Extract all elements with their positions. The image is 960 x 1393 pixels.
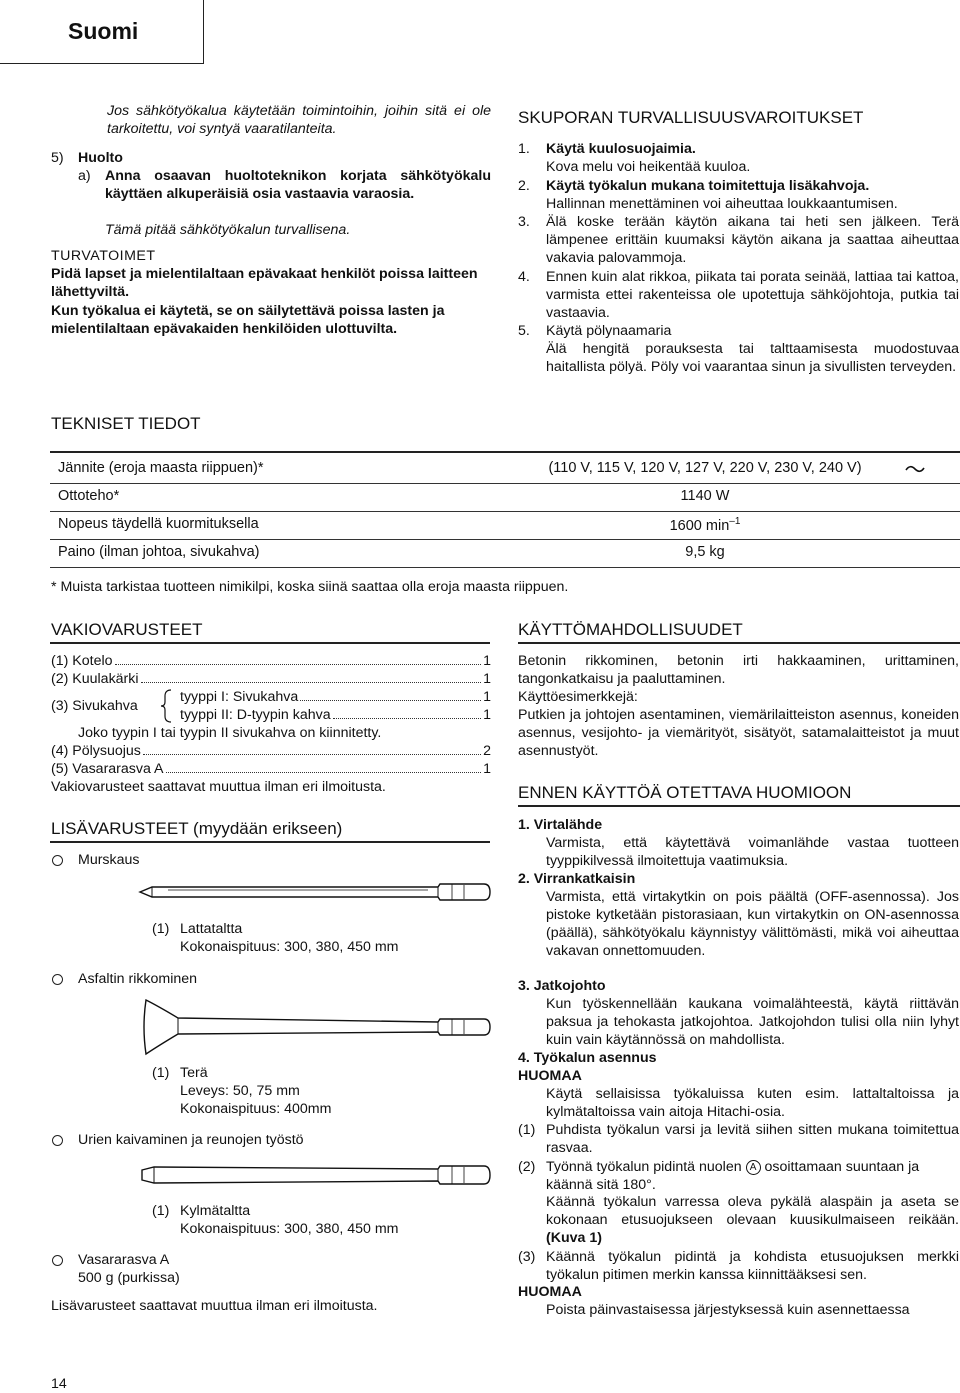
grooving-label: Urien kaivaminen ja reunojen työstö [78, 1132, 304, 1148]
step-1-number: (1) [518, 1122, 536, 1138]
note-label-2: HUOMAA [518, 1284, 582, 1300]
specs-top-rule [50, 451, 960, 453]
step-2-text: Työnnä työkalun pidintä nuolen A osoittamaan suuntaan ja käännä sitä 180°. [546, 1159, 920, 1193]
power-source-title: 1. Virtalähde [518, 817, 603, 833]
ac-symbol-icon [905, 464, 925, 474]
tool3-name: Kylmätaltta [180, 1203, 251, 1219]
bullet-circle-icon [52, 1255, 63, 1266]
safety-title: TURVATOIMET [51, 248, 156, 264]
maintenance-a-text: Anna osaavan huoltoteknikon korjata sähkötyökalu käyttäen alkuperäisiä osia vastaavia varaosia. [105, 168, 491, 202]
tool2-name: Terä [180, 1065, 208, 1081]
asphalt-label: Asfaltin rikkominen [78, 971, 198, 987]
spec-label: Jännite (eroja maasta riippuen)* [58, 460, 264, 476]
tool1-name: Lattataltta [180, 921, 243, 937]
brace-icon [160, 688, 174, 724]
optional-accessories-title: LISÄVARUSTEET (myydään erikseen) [51, 819, 343, 838]
before-operation-rule [518, 805, 960, 807]
misuse-warning-text: Jos sähkötyökalua käytetään toimintoihin, joihin sitä ei ole tarkoitettu, voi syntyä vaaratilanteita. [107, 103, 491, 137]
power-switch-text: Varmista, että virtakytkin on pois päältä (OFF-asennossa). Jos pistoke kytketään pistorasiaan, kun virtakytkin on ON-asennossa (päällä), sähkötyökalu käynnistyy välittömästi, mikä voi aiheuttaa vakavan onnettomuuden. [546, 889, 959, 959]
bullet-circle-icon [52, 1135, 63, 1146]
spec-row-speed [50, 511, 960, 540]
tool-install-title: 4. Työkalun asennus [518, 1050, 657, 1066]
tool3-length: Kokonaispituus: 300, 380, 450 mm [180, 1221, 399, 1237]
cold-chisel-image [138, 1158, 494, 1192]
maintenance-title: Huolto [78, 150, 123, 166]
crushing-label: Murskaus [78, 852, 140, 868]
spec-value: 9,5 kg [685, 544, 725, 560]
step-2-detail: Käännä työkalun varressa oleva pykälä alaspäin ja aseta se kokonaan etusuojukseen olevaan kuusikulmaiseen reikään. (Kuva 1) [546, 1194, 959, 1246]
hammer-item-3-num: 3. [518, 214, 530, 230]
hammer-safety-title: SKUPORAN TURVALLISUUSVAROITUKSET [518, 108, 864, 127]
step-3-text: Käännä työkalun pidintä ja kohdista etusuojuksen merkki työkalun pitimen merkin kanssa kiinnittääksesi sen. [546, 1249, 959, 1283]
hammer-item-2-title: Käytä työkalun mukana toimitettuja lisäkahvoja. [546, 178, 870, 194]
language-title: Suomi [68, 18, 139, 44]
optional-accessories-note: Lisävarusteet saattavat muuttua ilman eri ilmoitusta. [51, 1298, 378, 1314]
extension-cord-title: 3. Jatkojohto [518, 978, 606, 994]
maintenance-a-label: a) [78, 168, 91, 184]
hammer-item-5-detail: Älä hengitä porauksesta tai talttaamisesta muodostuvaa haitallista pölyä. Pöly voi vaarantaa sinun ja sivullisten terveyden. [546, 341, 959, 375]
safety-storage-text: Kun työkalua ei käytetä, se on säilytettävä poissa lasten ja mielentilaltaan epävakaiden henkilöiden ulottuvilta. [51, 303, 445, 337]
step-2-number: (2) [518, 1159, 536, 1175]
specs-footnote: * Muista tarkistaa tuotteen nimikilpi, koska siinä saattaa olla eroja maasta riippuen. [51, 579, 569, 595]
step-3-number: (3) [518, 1249, 536, 1265]
hammer-item-1-text: Kova melu voi heikentää kuuloa. [546, 159, 751, 175]
spec-row-voltage [50, 455, 960, 484]
note-label-1: HUOMAA [518, 1068, 582, 1084]
note-text-2: Poista päinvastaisessa järjestyksessä kuin asennettaessa [546, 1302, 910, 1318]
maintenance-italic-note: Tämä pitää sähkötyökalun turvallisena. [105, 222, 351, 238]
standard-accessories-rule [50, 642, 490, 644]
standard-accessories-title: VAKIOVARUSTEET [51, 620, 203, 639]
hammer-item-1-title: Käytä kuulosuojaimia. [546, 141, 696, 157]
accessory-handle-type-1: tyyppi I: Sivukahva 1 [180, 689, 491, 705]
power-source-text: Varmista, että käytettävä voimanlähde vastaa tuotteen tyyppikilvessä ilmoitettuja vaatimuksia. [546, 835, 959, 869]
extension-cord-text: Kun työskennellään kaukana voimalähteestä, käytä riittävän paksua ja tehokasta jatkojohtoa. Jatkojohdon tulisi olla niin lyhyt kuin vain käytännössä on mahdollista. [546, 996, 959, 1048]
spec-label: Nopeus täydellä kuormituksella [58, 516, 259, 532]
accessory-handle-note: Joko tyypin I tai tyypin II sivukahva on kiinnitetty. [78, 725, 382, 741]
spec-row-weight [50, 539, 960, 568]
spec-value: 1600 $\min^{-1}$ [669, 516, 741, 534]
bullet-circle-icon [52, 855, 63, 866]
hammer-item-1-num: 1. [518, 141, 530, 157]
step-1-text: Puhdista työkalun varsi ja levitä siihen sitten mukana toimitettua rasvaa. [546, 1122, 959, 1156]
maintenance-number: 5) [51, 150, 64, 166]
spec-row-power [50, 483, 960, 512]
hammer-item-5-num: 5. [518, 323, 530, 339]
spec-value: (110 V, 115 V, 120 V, 127 V, 220 V, 230 V, 240 V) [548, 460, 862, 476]
hammer-item-4-text: Ennen kuin alat rikkoa, piikata tai porata seinää, lattiaa tai kattoa, varmista ettei rakenteissa ole upotettuja sähköjohtoja, putkia tai vastaavia. [546, 269, 959, 321]
applications-rule [518, 642, 960, 644]
hammer-item-2-text: Hallinnan menettäminen voi aiheuttaa loukkaantumisen. [546, 196, 898, 212]
note-text-1: Käytä sellaisissa työkaluissa kuten esim. lattaltaltoissa ja kylmätaltoissa vain aitoja Hitachi-osia. [546, 1086, 959, 1120]
tool3-number: (1) [152, 1203, 170, 1219]
asphalt-cutter-image [138, 996, 494, 1060]
hammer-item-3-text: Älä koske terään käytön aikana tai heti sen jälkeen. Terä lämpenee erittäin kuumaksi käytön aikana ja saattaa aiheuttaa vakavia palovammoja. [546, 214, 959, 266]
spec-label: Ottoteho* [58, 488, 120, 504]
accessory-handle-type-2: tyyppi II: D-tyypin kahva 1 [180, 707, 491, 723]
tool2-width: Leveys: 50, 75 mm [180, 1083, 300, 1099]
applications-text-1: Betonin rikkominen, betonin irti hakkaaminen, urittaminen, tangonkatkaisu ja paaluttaminen. [518, 653, 959, 687]
grease-amount: 500 g (purkissa) [78, 1270, 180, 1286]
accessory-bit: (2) Kuulakärki 1 [51, 671, 491, 687]
power-switch-title: 2. Virrankatkaisin [518, 871, 636, 887]
page-number: 14 [51, 1376, 67, 1392]
bullet-circle-icon [52, 974, 63, 985]
accessory-dust-cover: (4) Pölysuojus 2 [51, 743, 491, 759]
tool1-number: (1) [152, 921, 170, 937]
applications-examples-label: Käyttöesimerkkejä: [518, 689, 638, 705]
spec-value: 1140 W [680, 488, 730, 504]
accessory-case: (1) Kotelo 1 [51, 653, 491, 669]
applications-title: KÄYTTÖMAHDOLLISUUDET [518, 620, 743, 639]
safety-children-text: Pidä lapset ja mielentilaltaan epävakaat henkilöt poissa laitteen lähettyviltä. [51, 266, 478, 300]
accessory-grease: (5) Vasararasva A 1 [51, 761, 491, 777]
hammer-item-2-num: 2. [518, 178, 530, 194]
flat-chisel-image [138, 876, 494, 908]
before-operation-title: ENNEN KÄYTTÖÄ OTETTAVA HUOMIOON [518, 783, 852, 802]
tool1-length: Kokonaispituus: 300, 380, 450 mm [180, 939, 399, 955]
hammer-item-5-text: Käytä pölynaamaria [546, 323, 672, 339]
standard-accessories-note: Vakiovarusteet saattavat muuttua ilman eri ilmoitusta. [51, 779, 386, 795]
tool2-length: Kokonaispituus: 400mm [180, 1101, 332, 1117]
specs-title: TEKNISET TIEDOT [51, 414, 201, 433]
applications-text-2: Putkien ja johtojen asentaminen, viemärilaitteiston asennus, koneiden asennus, vesijohto- ja viemärityöt, sisätyöt, satamalaitteistot ja muut asennustyöt. [518, 707, 959, 759]
accessory-side-handle-label: (3) Sivukahva [51, 698, 138, 714]
optional-accessories-rule [50, 841, 490, 843]
grease-label: Vasararasva A [78, 1252, 170, 1268]
spec-label: Paino (ilman johtoa, sivukahva) [58, 544, 260, 560]
hammer-item-4-num: 4. [518, 269, 530, 285]
tool2-number: (1) [152, 1065, 170, 1081]
circled-a-icon: A [746, 1160, 761, 1175]
